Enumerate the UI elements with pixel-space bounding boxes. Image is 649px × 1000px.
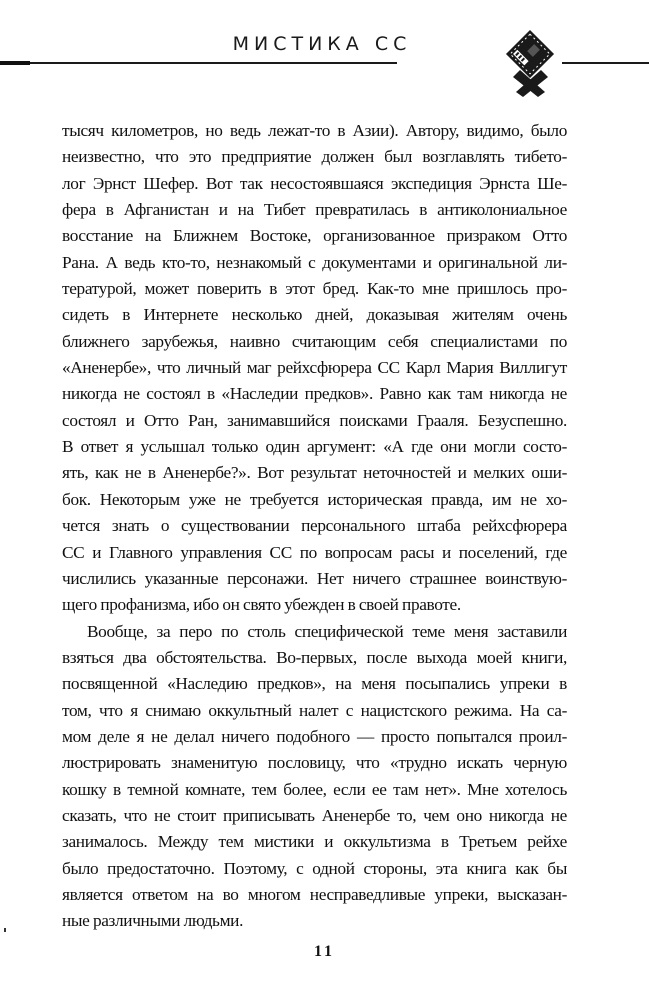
text-line: восстание на Ближнем Востоке, организованное призраком Отто bbox=[62, 226, 567, 246]
text-line: тературой, может поверить в этот бред. Как-то мне пришлось про- bbox=[62, 279, 567, 299]
paragraph-2 bbox=[62, 619, 567, 935]
text-line: люстрировать знаменитую пословицу, что «трудно искать черную bbox=[62, 753, 567, 773]
text-line: В ответ я услышал только один аргумент: «А где они могли состо- bbox=[62, 437, 567, 457]
text-line: неизвестно, что это предприятие должен был возглавлять тибето- bbox=[62, 147, 567, 167]
text-line: ные различными людьми. bbox=[62, 911, 244, 931]
text-line: кошку в темной комнате, тем более, если ее там нет». Мне хотелось bbox=[62, 779, 567, 799]
header-rule-left bbox=[0, 62, 397, 64]
text-line: тысяч километров, но ведь лежат-то в Азии). Автору, видимо, было bbox=[62, 121, 567, 140]
text-line: сидеть в Интернете несколько дней, доказывая жителям очень bbox=[62, 305, 567, 325]
header-rule-right bbox=[562, 62, 649, 64]
text-line: лог Эрнст Шефер. Вот так несостоявшаяся экспедиция Эрнста Ше- bbox=[62, 173, 567, 193]
running-head bbox=[0, 24, 649, 104]
ss-runic-emblem-icon bbox=[493, 22, 568, 97]
text-line: сказать, что не стоит приписывать Аненербе то, чем оно никогда не bbox=[62, 805, 567, 825]
running-head-title: МИСТИКА СС bbox=[232, 33, 412, 55]
text-line: «Аненербе», что личный маг рейхсфюрера СС Карл Мария Виллигут bbox=[62, 358, 567, 378]
text-line: было предостаточно. Поэтому, с одной стороны, эта книга как бы bbox=[62, 858, 567, 878]
scan-artifact bbox=[4, 928, 6, 932]
text-line: ближнего зарубежья, наивно считающим себя специалистами по bbox=[62, 331, 567, 351]
text-line: числились указанные персонажи. Нет ничего страшнее воинствую- bbox=[62, 568, 567, 588]
paragraph-1 bbox=[62, 118, 567, 619]
text-line: щего профанизма, ибо он свято убежден в своей правоте. bbox=[62, 595, 461, 615]
page-number: 11 bbox=[313, 943, 336, 960]
text-line: чется знать о существовании персонального штаба рейхсфюрера bbox=[62, 516, 567, 536]
body-text bbox=[62, 118, 567, 935]
text-line: является ответом на во многом несправедливые упреки, высказан- bbox=[62, 884, 567, 904]
text-line: занималось. Между тем мистики и оккультизма в Третьем рейхе bbox=[62, 832, 567, 852]
text-line: мом деле я не делал ничего подобного — просто попытался проил- bbox=[62, 726, 567, 746]
text-line: том, что я снимаю оккультный налет с нацистского режима. На са- bbox=[62, 700, 567, 720]
text-line: Вообще, за перо по столь специфической теме меня заставили bbox=[87, 621, 567, 641]
text-line: состоял и Отто Ран, занимавшийся поисками Грааля. Безуспешно. bbox=[62, 410, 567, 430]
text-line: фера в Афганистан и на Тибет превратилась в антиколониальное bbox=[62, 200, 567, 220]
text-line: СС и Главного управления СС по вопросам расы и поселений, где bbox=[62, 542, 567, 562]
text-line: Рана. А ведь кто-то, незнакомый с документами и оригинальной ли- bbox=[62, 252, 567, 272]
text-line: бок. Некоторым уже не требуется историческая правда, им не хо- bbox=[62, 489, 567, 509]
text-line: никогда не состоял в «Наследии предков». Равно как там никогда не bbox=[62, 384, 567, 404]
text-line: ять, как не в Аненербе?». Вот результат неточностей и мелких оши- bbox=[62, 463, 567, 483]
text-line: взяться два обстоятельства. Во-первых, после выхода моей книги, bbox=[62, 647, 567, 667]
text-line: посвященной «Наследию предков», на меня посыпались упреки в bbox=[62, 674, 567, 694]
